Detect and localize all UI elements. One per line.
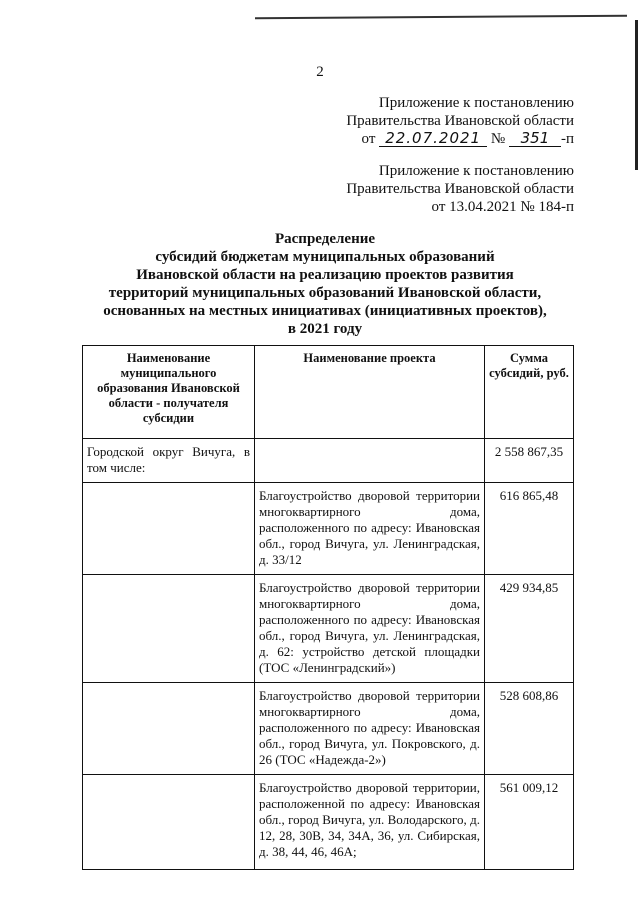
appendix-new-line1: Приложение к постановлению bbox=[378, 95, 574, 111]
page-number: 2 bbox=[316, 64, 324, 80]
cell-municipality bbox=[83, 775, 255, 870]
title-line-5: основанных на местных инициативах (инициативных проектов), bbox=[103, 303, 547, 319]
cell-amount: 528 608,86 bbox=[485, 683, 574, 775]
cell-project: Благоустройство дворовой территории многоквартирного дома, расположенного по адресу: Ивановская обл., город Вичуга, ул. Ленинградская, д. 33/12 bbox=[255, 483, 485, 575]
cell-project: Благоустройство дворовой территории многоквартирного дома, расположенного по адресу: Ивановская обл., город Вичуга, ул. Покровского, д. 26 (ТОС «Надежда-2») bbox=[255, 683, 485, 775]
appendix-new-line3 bbox=[346, 130, 574, 148]
table-row bbox=[83, 439, 574, 483]
header-project: Наименование проекта bbox=[255, 346, 485, 439]
table-row bbox=[83, 775, 574, 870]
table-row bbox=[83, 683, 574, 775]
appendix-old-line2: Правительства Ивановской области bbox=[346, 181, 574, 197]
handwritten-number: 351 bbox=[509, 131, 561, 147]
table-header-row bbox=[83, 346, 574, 439]
subsidy-table bbox=[82, 345, 574, 870]
title-line-2: субсидий бюджетам муниципальных образований bbox=[155, 249, 495, 265]
cell-municipality bbox=[83, 483, 255, 575]
cell-project: Благоустройство дворовой территории многоквартирного дома, расположенного по адресу: Ивановская обл., город Вичуга, ул. Ленинградская, д. 62: устройство детской площадки (ТОС «Ленинградский») bbox=[255, 575, 485, 683]
cell-amount: 561 009,12 bbox=[485, 775, 574, 870]
from-label: от bbox=[361, 131, 376, 147]
appendix-header-old bbox=[346, 162, 574, 216]
scan-artifact-right-edge bbox=[635, 20, 638, 170]
table-row bbox=[83, 575, 574, 683]
number-suffix: -п bbox=[560, 131, 574, 147]
appendix-header-new bbox=[346, 94, 574, 148]
appendix-old-line3: от 13.04.2021 № 184-п bbox=[431, 199, 574, 215]
header-amount: Сумма субсидий, руб. bbox=[485, 346, 574, 439]
cell-project bbox=[255, 439, 485, 483]
cell-amount: 429 934,85 bbox=[485, 575, 574, 683]
title-line-1: Распределение bbox=[274, 231, 376, 247]
number-label: № bbox=[490, 131, 506, 147]
scan-artifact-top-line bbox=[255, 15, 627, 20]
cell-municipality bbox=[83, 683, 255, 775]
title-line-3: Ивановской области на реализацию проектов развития bbox=[136, 267, 514, 283]
title-line-4: территорий муниципальных образований Ивановской области, bbox=[108, 285, 542, 301]
cell-municipality: Городской округ Вичуга, в том числе: bbox=[83, 439, 255, 483]
header-municipality: Наименование муниципального образования Ивановской области - получателя субсидии bbox=[83, 346, 255, 439]
document-title bbox=[60, 230, 590, 338]
appendix-old-line1: Приложение к постановлению bbox=[378, 163, 574, 179]
table-row bbox=[83, 483, 574, 575]
appendix-new-line2: Правительства Ивановской области bbox=[346, 113, 574, 129]
title-line-6: в 2021 году bbox=[287, 321, 363, 337]
cell-municipality bbox=[83, 575, 255, 683]
cell-project: Благоустройство дворовой территории, расположенной по адресу: Ивановская обл., город Вичуга, ул. Володарского, д. 12, 28, 30В, 34, 34А, 36, ул. Сибирская, д. 38, 44, 46, 46А; bbox=[255, 775, 485, 870]
handwritten-date: 22.07.2021 bbox=[379, 131, 487, 147]
cell-amount: 616 865,48 bbox=[485, 483, 574, 575]
cell-amount: 2 558 867,35 bbox=[485, 439, 574, 483]
